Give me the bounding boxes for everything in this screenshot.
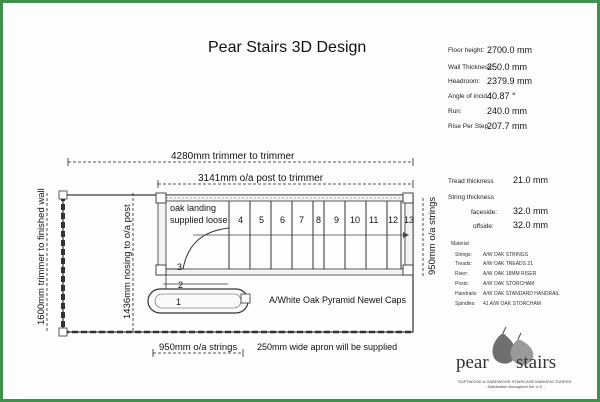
logo-word-pear: pear — [456, 352, 489, 373]
spec-label-headroom: Headroom: — [448, 78, 481, 85]
logo-word-stairs: stairs — [516, 352, 557, 373]
bottom-balustrade — [166, 269, 413, 275]
spec-value-headroom: 2379.9 mm — [487, 76, 533, 86]
step-number: 9 — [334, 215, 340, 225]
material-label-posts: Posts: — [455, 281, 469, 287]
spec-label-floor-height: Floor height: — [448, 47, 485, 54]
dim-label-4280: 4280mm trimmer to trimmer — [171, 151, 295, 162]
material-value-spindles: 41 A/W OAK STORCHAM — [483, 301, 541, 307]
dim-line-1600 — [36, 188, 47, 333]
dim-line-3141 — [158, 173, 413, 188]
spec-value-run: 240.0 mm — [487, 106, 528, 116]
logo-tagline: SOFTWOOD & HARDWOOD STAIRCASE MANUFACTURERS — [458, 379, 572, 384]
dim-label-1600: 1600mm trimmer to finished wall — [36, 188, 47, 325]
material-value-posts: A/W OAK STORCHAM — [483, 281, 535, 287]
step-number: 10 — [350, 215, 361, 225]
step-number: 5 — [259, 215, 265, 225]
stair-plan-drawing — [3, 3, 600, 402]
dim-line-1436 — [122, 193, 133, 333]
step-number: 3 — [177, 262, 183, 272]
step-number: 4 — [238, 215, 244, 225]
tread-thickness-label: Tread thickness — [448, 178, 494, 185]
dim-line-4280 — [68, 151, 413, 166]
material-label-riser: Riser: — [455, 271, 469, 277]
material-label-treads: Treads: — [455, 261, 472, 267]
spec-label-run: Run: — [448, 108, 462, 115]
dim-line-950-right — [423, 197, 438, 278]
dim-line-950-bottom — [153, 342, 243, 357]
top-balustrade — [158, 195, 413, 201]
material-value-riser: A/W OAK 18MM RISER — [483, 271, 537, 277]
step-number: 12 — [388, 215, 399, 225]
spec-value-wall-thickness: 250.0 mm — [487, 62, 528, 72]
step-number: 7 — [299, 215, 305, 225]
faceside-label: faceside: — [471, 209, 498, 216]
offside-value: 32.0 mm — [513, 220, 549, 230]
step-number: 2 — [178, 280, 184, 290]
newel-caps-note: A/White Oak Pyramid Newel Caps — [269, 295, 407, 305]
step-number: 8 — [316, 215, 322, 225]
step-number: 1 — [176, 297, 182, 307]
apron-note: 250mm wide apron will be supplied — [257, 342, 398, 352]
newel-posts — [59, 191, 413, 336]
landing-note-line-2: supplied loose — [170, 215, 228, 225]
spec-label-rise: Rise Per Step — [448, 123, 489, 130]
spec-value-angle: 40.87 ° — [487, 91, 516, 101]
logo-subtagline: - Distribution throughout the U.K. - — [485, 384, 546, 389]
material-label-spindles: Spindles: — [455, 301, 476, 307]
spec-label-angle: Angle of incid.: — [448, 93, 491, 100]
spec-label-wall-thickness: Wall Thickness: — [448, 64, 494, 71]
tread-thickness-value: 21.0 mm — [513, 175, 549, 185]
bullnose-steps — [148, 275, 248, 313]
material-label-handrails: Handrails: — [455, 291, 478, 297]
material-value-handrails: A/W OAK STANDARD HANDRAIL — [483, 291, 560, 297]
spec-value-rise: 207.7 mm — [487, 121, 528, 131]
dim-label-950-bottom: 950mm o/a strings — [159, 342, 238, 353]
offside-label: offside: — [473, 223, 494, 230]
step-number: 11 — [369, 215, 379, 225]
left-string — [158, 195, 166, 275]
dim-label-950-right: 950mm o/a strings — [427, 196, 438, 275]
landing-curve — [166, 228, 229, 269]
material-heading: Material — [451, 241, 469, 247]
dim-label-3141: 3141mm o/a post to trimmer — [198, 173, 324, 184]
step-number: 13 — [404, 215, 415, 225]
material-label-strings: Strings: — [455, 252, 472, 258]
string-thickness-label: String thickness — [448, 194, 494, 201]
step-number: 6 — [280, 215, 286, 225]
material-value-treads: A/W OAK TREADS 21 — [483, 261, 533, 267]
dim-label-1436: 1436mm nosing to o/a post — [122, 204, 133, 319]
spec-value-floor-height: 2700.0 mm — [487, 45, 533, 55]
page-title: Pear Stairs 3D Design — [208, 39, 367, 56]
landing-note-line-1: oak landing — [170, 203, 217, 213]
material-value-strings: A/W OAK STRINGS — [483, 252, 529, 258]
faceside-value: 32.0 mm — [513, 206, 549, 216]
